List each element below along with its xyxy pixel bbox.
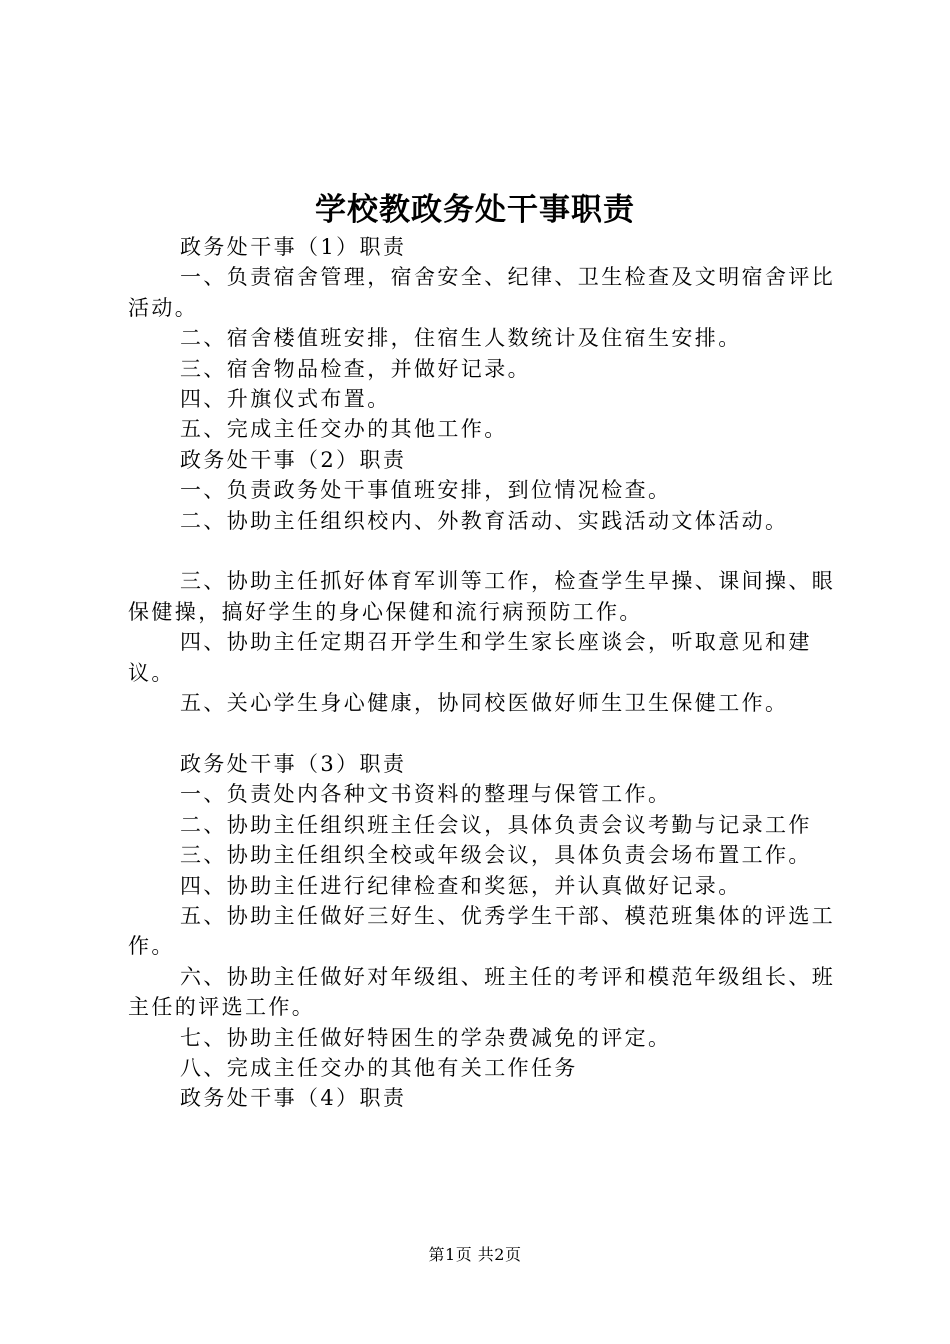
paragraph: 一、负责宿舍管理，宿舍安全、纪律、卫生检查及文明宿舍评比活动。 xyxy=(128,265,836,320)
paragraph: 四、升旗仪式布置。 xyxy=(180,387,391,412)
section-heading: 政务处干事（3）职责 xyxy=(180,751,407,776)
paragraph: 五、协助主任做好三好生、优秀学生干部、模范班集体的评选工作。 xyxy=(128,903,836,959)
paragraph: 二、协助主任组织校内、外教育活动、实践活动文体活动。 xyxy=(180,508,789,533)
paragraph: 八、完成主任交办的其他有关工作任务 xyxy=(180,1055,578,1080)
paragraph: 三、协助主任抓好体育军训等工作，检查学生早操、课间操、眼保健操，搞好学生的身心保健和流行病预防工作。 xyxy=(128,569,836,624)
paragraph: 二、协助主任组织班主任会议，具体负责会议考勤与记录工作 xyxy=(180,812,812,837)
page-footer: 第1页 共2页 xyxy=(428,1245,522,1264)
paragraph: 四、协助主任定期召开学生和学生家长座谈会，听取意见和建议。 xyxy=(128,630,812,685)
document-title: 学校教政务处干事职责 xyxy=(315,192,635,228)
paragraph: 五、关心学生身心健康，协同校医做好师生卫生保健工作。 xyxy=(180,691,789,716)
blank-line xyxy=(128,718,848,748)
paragraph: 二、宿舍楼值班安排，住宿生人数统计及住宿生安排。 xyxy=(180,326,742,351)
paragraph: 七、协助主任做好特困生的学杂费减免的评定。 xyxy=(180,1025,672,1050)
paragraph: 三、协助主任组织全校或年级会议，具体负责会场布置工作。 xyxy=(180,843,812,868)
paragraph: 四、协助主任进行纪律检查和奖惩，并认真做好记录。 xyxy=(180,873,742,898)
section-heading: 政务处干事（2）职责 xyxy=(180,447,407,472)
paragraph: 六、协助主任做好对年级组、班主任的考评和模范年级组长、班主任的评选工作。 xyxy=(128,964,836,1020)
section-heading: 政务处干事（1）职责 xyxy=(180,235,407,259)
paragraph: 一、负责政务处干事值班安排，到位情况检查。 xyxy=(180,478,672,503)
section-heading: 政务处干事（4）职责 xyxy=(180,1086,407,1111)
paragraph: 三、宿舍物品检查，并做好记录。 xyxy=(180,356,531,381)
document-body xyxy=(128,232,848,1114)
paragraph: 一、负责处内各种文书资料的整理与保管工作。 xyxy=(180,782,672,807)
paragraph: 五、完成主任交办的其他工作。 xyxy=(180,417,508,442)
blank-line xyxy=(128,536,848,566)
